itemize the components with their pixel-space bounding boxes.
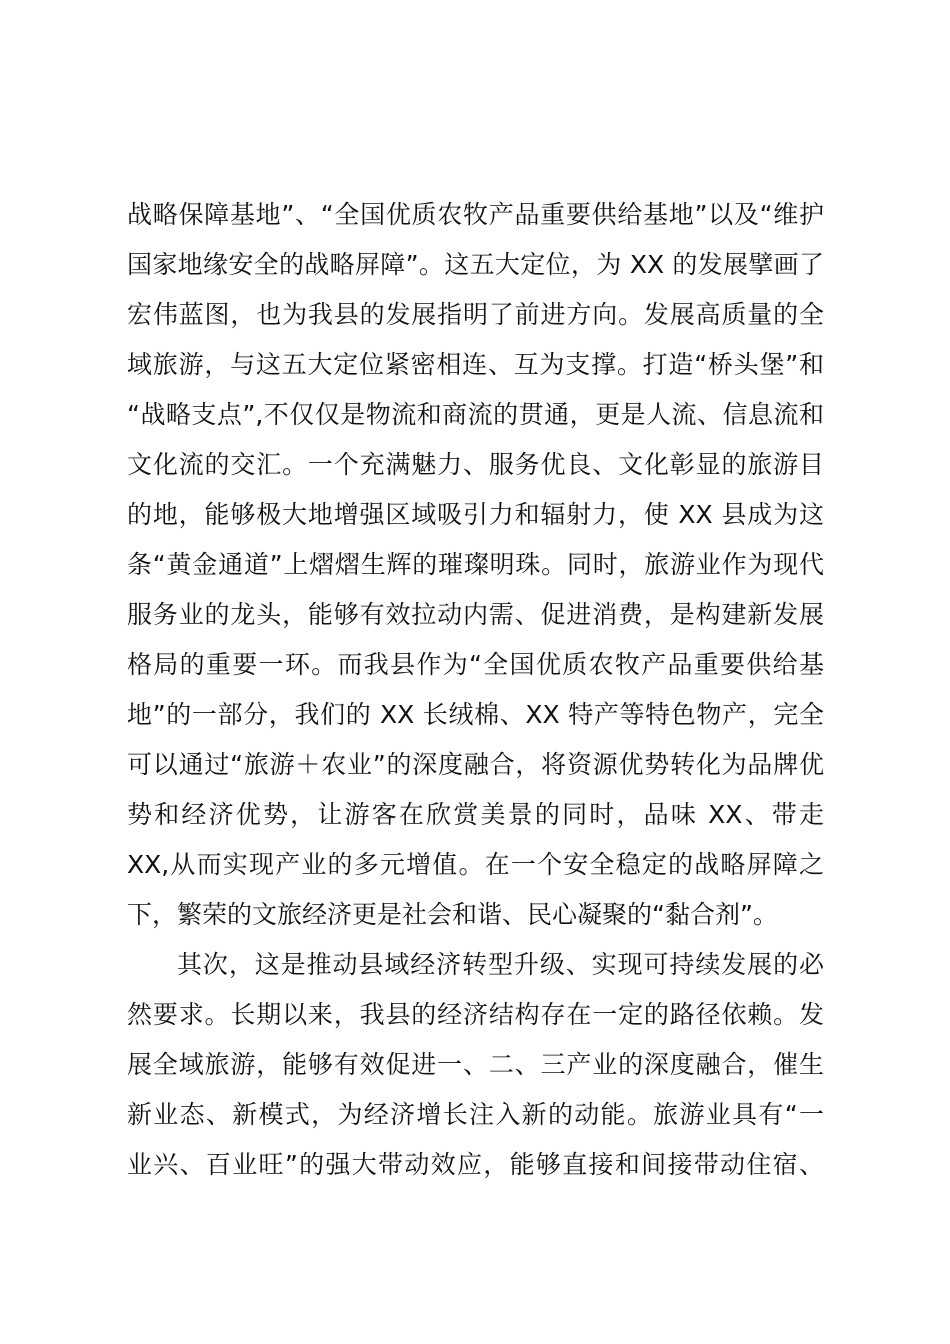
- text-line: 服务业的龙头，能够有效拉动内需、促进消费，是构建新发展: [127, 600, 824, 629]
- text-line: XX,从而实现产业的多元增值。在一个安全稳定的战略屏障之: [127, 850, 824, 879]
- text-line: 业兴、百业旺”的强大带动效应，能够直接和间接带动住宿、: [127, 1150, 824, 1179]
- text-line: 可以通过“旅游＋农业”的深度融合，将资源优势转化为品牌优: [127, 750, 824, 779]
- text-line: 格局的重要一环。而我县作为“全国优质农牧产品重要供给基: [127, 650, 824, 679]
- text-line: 下，繁荣的文旅经济更是社会和谐、民心凝聚的“黏合剂”。: [127, 900, 778, 929]
- text-line: “战略支点”,不仅仅是物流和商流的贯通，更是人流、信息流和: [127, 400, 824, 429]
- text-line: 域旅游，与这五大定位紧密相连、互为支撑。打造“桥头堡”和: [127, 350, 824, 379]
- text-line: 文化流的交汇。一个充满魅力、服务优良、文化彰显的旅游目: [127, 450, 824, 479]
- text-line: 条“黄金通道”上熠熠生辉的璀璨明珠。同时，旅游业作为现代: [127, 550, 824, 579]
- text-line: 势和经济优势，让游客在欣赏美景的同时，品味 XX、带走: [127, 800, 824, 829]
- text-line: 的地，能够极大地增强区域吸引力和辐射力，使 XX 县成为这: [127, 500, 824, 529]
- text-line: 展全域旅游，能够有效促进一、二、三产业的深度融合，催生: [127, 1050, 824, 1079]
- text-line: 宏伟蓝图，也为我县的发展指明了前进方向。发展高质量的全: [127, 300, 824, 329]
- text-line: 新业态、新模式，为经济增长注入新的动能。旅游业具有“一: [127, 1100, 824, 1129]
- text-line: 地”的一部分，我们的 XX 长绒棉、XX 特产等特色物产，完全: [127, 700, 824, 729]
- text-line: 其次，这是推动县域经济转型升级、实现可持续发展的必: [177, 950, 824, 979]
- body-text: [127, 190, 824, 1190]
- paragraph-2: [127, 940, 824, 1190]
- text-line: 然要求。长期以来，我县的经济结构存在一定的路径依赖。发: [127, 1000, 824, 1029]
- text-line: 国家地缘安全的战略屏障”。这五大定位，为 XX 的发展擘画了: [127, 250, 824, 279]
- paragraph-1: [127, 190, 824, 940]
- text-line: 战略保障基地”、“全国优质农牧产品重要供给基地”以及“维护: [127, 200, 824, 229]
